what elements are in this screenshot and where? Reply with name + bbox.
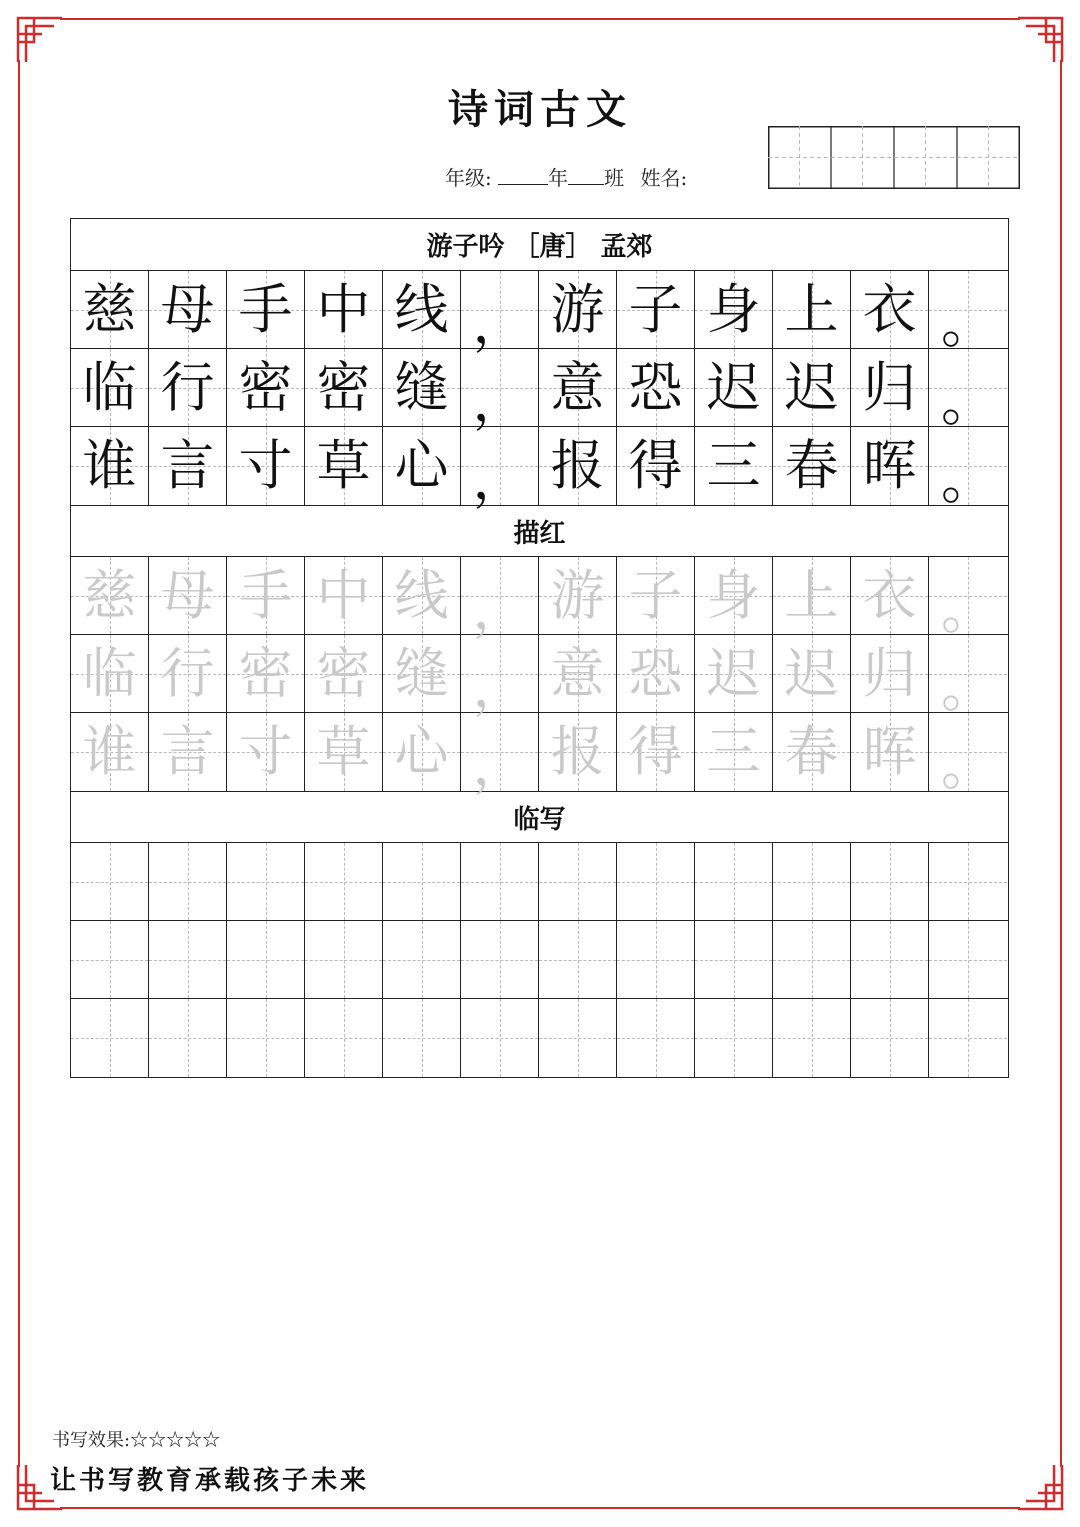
poem-character: 线 [394,277,449,341]
trace-character: 临 [82,641,137,705]
trace-character: 母 [160,563,215,627]
poem-row [71,427,1008,511]
grid-cell[interactable] [929,921,1007,998]
grid-cell[interactable] [695,843,773,920]
grid-cell [227,349,305,426]
grid-cell[interactable] [383,843,461,920]
grid-cell [71,271,149,348]
grid-cell[interactable] [773,713,851,791]
trace-character: 。 [941,577,995,641]
grid-cell[interactable] [383,557,461,634]
grid-cell[interactable] [71,921,149,998]
grid-cell[interactable] [539,713,617,791]
grid-cell [695,427,773,505]
poem-character: 恐 [628,355,683,419]
trace-character: 上 [784,563,839,627]
poem-character: 。 [941,291,995,355]
poem-row [71,349,1008,433]
grid-cell[interactable] [305,921,383,998]
poem-character: 母 [160,277,215,341]
grid-cell[interactable] [539,843,617,920]
grid-cell[interactable] [149,843,227,920]
rating-stars[interactable]: ☆☆☆☆☆ [130,1430,221,1451]
grid-cell[interactable] [695,921,773,998]
grid-cell[interactable] [461,713,539,797]
poem-character: 归 [862,355,917,419]
grid-cell[interactable] [851,557,929,634]
grid-cell[interactable] [383,635,461,712]
grid-cell[interactable] [851,713,929,791]
trace-character: 线 [394,563,449,627]
grid-cell[interactable] [383,999,461,1077]
poem-character: 寸 [238,434,293,497]
poem-character: 密 [316,355,371,419]
poem-character: 得 [628,434,683,497]
poem-character: 谁 [82,434,137,497]
trace-character: 手 [238,563,293,627]
grid-cell [851,427,929,505]
frame-left-line [18,60,20,1467]
copy-section-label: 临写 [71,791,1008,843]
trace-character: 缝 [394,641,449,705]
copy-row [71,843,1008,921]
trace-character: ， [472,655,527,719]
grid-cell [695,349,773,426]
trace-character: 。 [941,734,995,797]
poem-character: 晖 [862,434,917,497]
trace-character: 春 [784,720,839,783]
poem-character: 意 [550,355,605,419]
poem-row [71,271,1008,355]
poem-character: 临 [82,355,137,419]
grid-cell[interactable] [617,999,695,1077]
grid-cell[interactable] [851,999,929,1077]
grid-cell[interactable] [227,557,305,634]
poem-character: 报 [550,434,605,497]
poem-character: ， [472,448,527,511]
trace-row [71,635,1008,719]
trace-character: 子 [628,563,683,627]
grid-cell[interactable] [929,713,1007,797]
trace-character: 心 [394,720,449,783]
poem-character: 。 [941,448,995,511]
grid-cell[interactable] [773,635,851,712]
grid-cell[interactable] [695,635,773,712]
grid-cell [695,271,773,348]
grid-cell[interactable] [71,635,149,712]
grid-cell[interactable] [305,843,383,920]
grid-cell[interactable] [929,843,1007,920]
rating-label: 书写效果: [52,1430,131,1451]
grid-cell[interactable] [851,635,929,712]
copy-row [71,999,1008,1077]
corner-ornament-bottom-right [1016,1463,1068,1515]
trace-character: 行 [160,641,215,705]
grid-cell[interactable] [227,635,305,712]
grid-cell[interactable] [71,557,149,634]
page-title: 诗词古文 [448,86,632,133]
grid-cell[interactable] [695,713,773,791]
grid-cell [71,427,149,505]
trace-character: 密 [316,641,371,705]
name-writing-grid[interactable] [768,126,1020,189]
trace-character: 三 [706,720,761,783]
grid-cell[interactable] [617,557,695,634]
grid-cell [773,427,851,505]
class-label: 班 [604,166,625,190]
grid-cell [851,271,929,348]
poem-character: 缝 [394,355,449,419]
grid-cell[interactable] [929,557,1007,641]
trace-character: 晖 [862,720,917,783]
year-blank[interactable] [498,166,548,185]
grid-cell [305,349,383,426]
trace-character: 得 [628,720,683,783]
grid-cell[interactable] [383,921,461,998]
grid-cell[interactable] [617,843,695,920]
grid-cell[interactable] [851,921,929,998]
grid-cell[interactable] [617,713,695,791]
grid-cell[interactable] [929,999,1007,1077]
trace-character: 中 [316,563,371,627]
year-label: 年 [548,166,569,190]
grid-cell [305,427,383,505]
grid-cell[interactable] [305,557,383,634]
trace-character: 言 [160,720,215,783]
trace-character: 归 [862,641,917,705]
grid-cell[interactable] [149,999,227,1077]
trace-character: 游 [550,563,605,627]
grid-cell[interactable] [539,635,617,712]
grid-cell [851,349,929,426]
student-info-line [445,162,687,191]
trace-character: 。 [941,655,995,719]
grid-cell[interactable] [71,843,149,920]
grid-cell[interactable] [773,999,851,1077]
grid-cell [617,427,695,505]
grid-cell[interactable] [149,635,227,712]
poem-character: 草 [316,434,371,497]
slogan: 让书写教育承载孩子未来 [50,1466,370,1496]
grid-cell [305,271,383,348]
poem-character: 心 [394,434,449,497]
name-label: 姓名: [640,166,688,190]
grid-cell [461,271,539,355]
trace-character: 密 [238,641,293,705]
grid-cell[interactable] [929,635,1007,719]
grid-cell[interactable] [539,921,617,998]
trace-section-label: 描红 [71,505,1008,557]
grid-cell[interactable] [773,557,851,634]
trace-character: ， [472,734,527,797]
grid-cell [773,271,851,348]
frame-top-line [60,18,1020,20]
grid-cell[interactable] [695,557,773,634]
grid-cell [539,349,617,426]
grid-cell [461,349,539,433]
poem-grid [71,271,1008,511]
grid-cell [929,271,1007,355]
trace-character: ， [472,577,527,641]
grid-cell[interactable] [149,557,227,634]
grid-cell[interactable] [305,713,383,791]
grid-cell[interactable] [539,999,617,1077]
grid-cell [539,271,617,348]
corner-ornament-top-left [12,12,64,64]
grid-cell[interactable] [149,713,227,791]
trace-row [71,713,1008,797]
writing-rating [52,1426,220,1452]
trace-character: 寸 [238,720,293,783]
trace-character: 迟 [706,641,761,705]
grid-cell[interactable] [227,921,305,998]
poem-character: 游 [550,277,605,341]
trace-character: 恐 [628,641,683,705]
poem-character: 衣 [862,277,917,341]
grade-label: 年级: [445,166,492,190]
grid-cell[interactable] [305,635,383,712]
poem-character: 子 [628,277,683,341]
grid-cell [227,271,305,348]
grid-cell[interactable] [461,635,539,719]
grid-cell [773,349,851,426]
grid-cell [383,271,461,348]
grid-cell[interactable] [71,999,149,1077]
trace-character: 慈 [82,563,137,627]
poem-character: 春 [784,434,839,497]
trace-character: 谁 [82,720,137,783]
grid-cell [539,427,617,505]
grid-cell [383,349,461,426]
poem-character: 手 [238,277,293,341]
poem-character: 迟 [706,355,761,419]
poem-character: 。 [941,369,995,433]
grid-cell [149,349,227,426]
grid-cell[interactable] [227,843,305,920]
grid-cell[interactable] [149,921,227,998]
grid-cell[interactable] [851,843,929,920]
grid-cell[interactable] [461,843,539,920]
poem-heading: 游子吟 ［唐］ 孟郊 [71,219,1008,271]
grid-cell[interactable] [617,921,695,998]
grid-cell[interactable] [227,713,305,791]
poem-character: ， [472,291,527,355]
copy-row [71,921,1008,999]
trace-character: 身 [706,563,761,627]
grid-cell[interactable] [773,921,851,998]
grid-cell [617,271,695,348]
poem-character: ， [472,369,527,433]
grid-cell [149,271,227,348]
grid-cell [929,427,1007,511]
class-blank[interactable] [568,166,604,185]
grid-cell[interactable] [383,713,461,791]
grid-cell [71,349,149,426]
trace-character: 草 [316,720,371,783]
grid-cell [461,427,539,511]
grid-cell [383,427,461,505]
grid-cell[interactable] [461,557,539,641]
poem-character: 身 [706,277,761,341]
poem-character: 慈 [82,277,137,341]
grid-cell [227,427,305,505]
poem-character: 言 [160,434,215,497]
poem-character: 行 [160,355,215,419]
grid-cell[interactable] [461,921,539,998]
practice-sheet [70,218,1009,1078]
grid-cell [929,349,1007,433]
poem-character: 上 [784,277,839,341]
trace-character: 迟 [784,641,839,705]
trace-character: 意 [550,641,605,705]
corner-ornament-top-right [1016,12,1068,64]
poem-character: 迟 [784,355,839,419]
grid-cell [149,427,227,505]
grid-cell[interactable] [227,999,305,1077]
frame-right-line [1060,60,1062,1467]
grid-cell[interactable] [71,713,149,791]
frame-bottom-line [60,1507,1020,1509]
grid-cell[interactable] [617,635,695,712]
grid-cell[interactable] [539,557,617,634]
trace-row [71,557,1008,641]
poem-character: 中 [316,277,371,341]
grid-cell[interactable] [305,999,383,1077]
grid-cell [617,349,695,426]
grid-cell[interactable] [461,999,539,1077]
trace-character: 报 [550,720,605,783]
poem-character: 三 [706,434,761,497]
grid-cell[interactable] [773,843,851,920]
grid-cell[interactable] [695,999,773,1077]
trace-character: 衣 [862,563,917,627]
poem-character: 密 [238,355,293,419]
copy-grid [71,843,1008,1077]
trace-grid [71,557,1008,797]
